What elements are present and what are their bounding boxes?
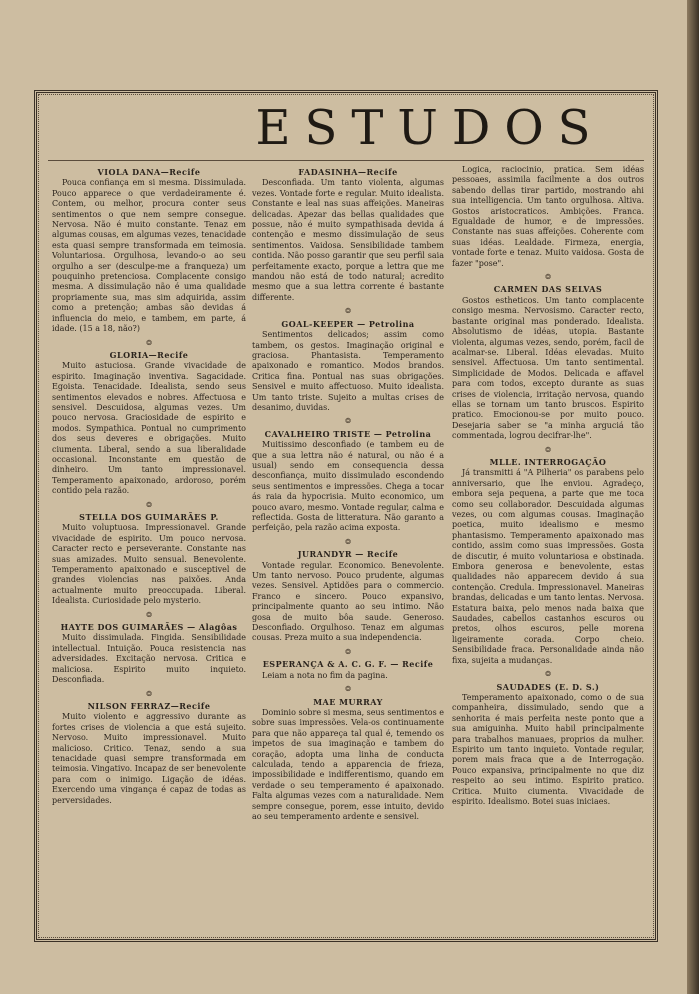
entry-text: Muito astuciosa. Grande vivacidade de espirito. Imaginação inventiva. Sagacidade. Egoista. Tenacidade. Idealista, sendo seus sentimentos elevados e nobres. Affectuosa e sensivel. Descuidosa, algumas vezes. Um pouco nervosa. Graciosidade de espirito e modos. Sympathica. Pontual no cumprimento dos seus deveres e obrigações. Muito ciumenta. Liberal, sendo a sua liberalidade occasional. Inconstante em questão de dinheiro. Um tanto impressionavel. Temperamento apaixonado, ardoroso, porém contido pela razão. [52,361,246,496]
entry-text: Vontade regular. Economico. Benevolente. Um tanto nervoso. Pouco prudente, algumas vezes. Sensivel. Aptidões para o commercio. Franco e sincero. Pouco expansivo, principalmente quanto ao seu intimo. Não gosa de muito bôa saude. Generoso. Desconfiado. Orgulhoso. Tenaz em algumas cousas. Preza muito a sua independencia. [252,560,444,643]
entry-text: Sentimentos delicados; assim como tambem, os gestos. Imaginação original e graciosa. Phantasista. Temperamento apaixonado e romantico. Modos brandos. Critica fina. Pontual nas suas obrigações. Sensivel e muito affectuoso. Muito idealista. Um tanto triste. Sujeito a multas crises de desanimo, duvidas. [252,330,444,412]
entry-text: Gostos estheticos. Um tanto complacente consigo mesma. Nervosismo. Caracter recto, bastante original mas ponderado. Idealista. Absolutismo de idéas, utopia. Bastante violenta, algumas vezes, sendo, porém, facil de acalmar-se. Liberal. Idéas elevadas. Muito sensivel. Affectuosa. Um tanto sentimental. Simplicidade de Modos. Delicada e affavel para com todos, excepto durante as suas crises de violencia, irritação nervosa, quando ellas se tornam um tanto bruscos. Espirito pratico. Emocionou-se por muito pouco. Desejaria saber se "a minha arguciá tão commentada, logrou decifrar-lhe". [452,295,644,441]
analysis-entry [252,429,444,534]
entry-heading: GOAL-KEEPER — Petrolina [281,318,415,329]
ornament-divider: ❂ [345,417,351,426]
ornament-divider: ❂ [146,689,152,698]
entry-text: Leiam a nota no fim da pagina. [262,670,388,680]
analysis-entry [452,284,644,441]
ornament-divider: ❂ [345,647,351,656]
entry-text: Temperamento apaixonado, como o de sua companheira, dissimulado, sendo que a senhorita é mais perfeita neste ponto que a sua amiguinha. Muito habil principalmente para trabalhos manuaes, proprios da mulher. Espirito um tanto inquieto. Vontade regular, porem mais fraca que a de Interrogação. Pouco expansiva, principalmente no que diz respeito ao seu intimo. Espirito pratico. Critica. Muito ciumenta. Vivacidade de espirito. Idealismo. Botei suas iniciaes. [452,692,644,806]
book-spine [687,0,699,994]
title-divider [48,160,644,161]
ornament-divider: ❂ [345,307,351,316]
analysis-entry [452,682,644,808]
entry-text: Muito dissimulada. Fingida. Sensibilidade intellectual. Intuição. Pouca resistencia nas adversidades. Excitação nervosa. Critica e maliciosa. Espirito muito inquieto. Desconfiada. [52,633,246,685]
analysis-entry [52,622,246,685]
entry-heading: MLLE. INTERROGAÇÃO [489,456,607,467]
ornament-divider: ❂ [146,338,152,347]
ornament-divider: ❂ [545,670,551,679]
ornament-divider: ❂ [345,685,351,694]
entry-heading: CAVALHEIRO TRISTE — Petrolina [264,428,432,439]
entry-heading: FADASINHA—Recife [298,167,398,177]
entry-heading: JURANDYR — Recife [297,549,399,560]
analysis-entry [252,697,444,823]
page-title: ESTUDOS [255,100,605,156]
analysis-entry [52,167,246,335]
entry-text: Muito violento e aggressivo durante as fortes crises de violencia a que está sujeito. Nervoso. Muito impressionavel. Muito malicioso. Critico. Tenaz, sendo a sua tenacidade quasi sempre transformada em teimosia. Vingativo. Incapaz de ser benevolente para com o inimigo. Ligação de idéas. Exercendo uma vingança é capaz de todas as perversidades. [52,712,246,805]
analysis-entry [452,165,644,269]
entry-heading: CARMEN DAS SELVAS [493,284,603,295]
entry-text: Já transmitti á "A Pilheria" os parabens pelo anniversario, que lhe enviou. Agradeço, embora seja pequena, a parte que me toca como seu collaborador. Descuidada algumas vezes, ou com algumas cousas. Imaginação poetica, muito idealismo e mesmo phantasismo. Temperamento apaixonado mas contido, assim como suas impressões. Gosta de discutir, é muito voluntariosa e obstinada. Embora generosa e benevolente, estas qualidades não apparecem devido á sua contenção. Credula. Impressionavel. Maneiras brandas, delicadas e um tanto lentas. Nervosa. Estatura baixa, pelo menos nada baixa que Saudades, cabellos castanhos escuros ou pretos, olhos escuros, pelle morena ligeiramente corada. Corpo cheio. Sensibilidade fraca. Personalidade ainda não fixa, sujeita a mudanças. [452,468,644,665]
entry-heading: HAYTE DOS GUIMARÃES — Alagôas [60,622,238,633]
analysis-entry [52,701,246,806]
entry-text: Logica, raciocinio, pratica. Sem idéas pessoaes, assimila facilmente a dos outros sabendo dellas tirar partido, mostrando ahi sua intelligencia. Um tanto orgulhosa. Altiva. Gostos aristocraticos. Ambições. Franca. Egualdade de humor, e de impressões. Constante nas suas affeições. Coherente com suas idéas. Lealdade. Firmeza, energia, vontade forte e tenaz. Muito vaidosa. Gosta de fazer "pose". [452,165,644,268]
ornament-divider: ❂ [545,273,551,282]
analysis-entry [252,659,444,681]
analysis-entry [252,549,444,644]
entry-text: Desconfiada. Um tanto violenta, algumas vezes. Vontade forte e regular. Muito idealista. Constante e leal nas suas affeições. Maneiras delicadas. Apezar das bellas qualidades que possue, não é muito sympathisada devida á contenção e mesmo dissimulação de seus sentimentos. Vaidosa. Sensibilidade tambem contida. Não posso garantir que seu perfil saia perfeitamente exacto, porque a lettra que me mandou não está de todo natural; acredito mesmo que a sua lettra corrente é bastante differente. [252,178,444,302]
analysis-entry [252,167,444,303]
column-3 [452,165,644,930]
entry-heading: NILSON FERRAZ—Recife [87,700,211,711]
entry-heading: STELLA DOS GUIMARÃES P. [79,512,219,522]
analysis-entry [452,457,644,666]
ornament-divider: ❂ [345,537,351,546]
entry-heading: MAE MURRAY [313,696,383,707]
entry-heading: GLORIA—Recife [109,349,189,360]
entry-heading: SAUDADES (E. D. S.) [496,681,600,692]
ornament-divider: ❂ [146,500,152,509]
analysis-entry [52,350,246,497]
column-1 [52,165,246,930]
entry-heading: VIOLA DANA—Recife [97,167,201,177]
analysis-entry [252,319,444,414]
entry-heading: ESPERANÇA & A. C. G. F. — Recife [262,659,434,670]
ornament-divider: ❂ [146,610,152,619]
entry-text: Muito voluptuosa. Impressionavel. Grande vivacidade de espirito. Um pouco nervosa. Caracter recto e perseverante. Constante nas suas amizades. Muito sensual. Benevolente. Temperamento apaixonado e susceptivel de grandes violencias nas paixões. Anda actualmente muito preoccupada. Liberal. Idealista. Curiosidade pelo mysterio. [52,523,246,606]
column-2 [252,165,444,930]
analysis-entry [52,512,246,607]
entry-text: Muitissimo desconfiado (e tambem eu de que a sua lettra não é natural, ou não é a usual) sendo em consequencia dessa desconfiança, muito dissimulado escondendo seus sentimentos e impressões. Chega a tocar ás raia da hypocrisia. Muito economico, um pouco avaro, mesmo. Vontade regular, calma e reflectida. Gosta de litteratura. Não garanto a perfeição, pela razão acima exposta. [252,440,444,533]
entry-text: Pouca confiança em si mesma. Dissimulada. Pouco apparece o que verdadeiramente é. Contem, ou melhor, procura conter seus sentimentos o que nem sempre consegue. Nervosa. Não é muito constante. Tenaz em algumas cousas, em algumas vezes, tenacidade esta quasi sempre transformada em teimosia. Voluntariosa. Orgulhosa, levando-o ao seu orgulho a ser (desculpe-me a franqueza) um pouquinho pretenciosa. Complacente consigo mesma. A dissimulação não é uma qualidade propriamente sua, mas sim adquirida, assim como a pretenção; ambas são devidas á influencia do meio, e tambem, em parte, á idade. (15 a 18, não?) [52,178,246,334]
entry-text: Dominio sobre si mesma, seus sentimentos e sobre suas impressões. Vela-os continuamente para que não appareça tal qual é, temendo os impetos de sua imaginação e tambem do coração, adopta uma linha de conducta calculada, tendo a apparencia de frieza, impossibilidade e indifferentismo, quando em verdade o seu temperamento é apaixonado. Falta algumas vezes com a naturalidade. Nem sempre consegue, porem, esse intuito, devido ao seu temperamento ardente e sensivel. [252,707,444,821]
ornament-divider: ❂ [545,445,551,454]
